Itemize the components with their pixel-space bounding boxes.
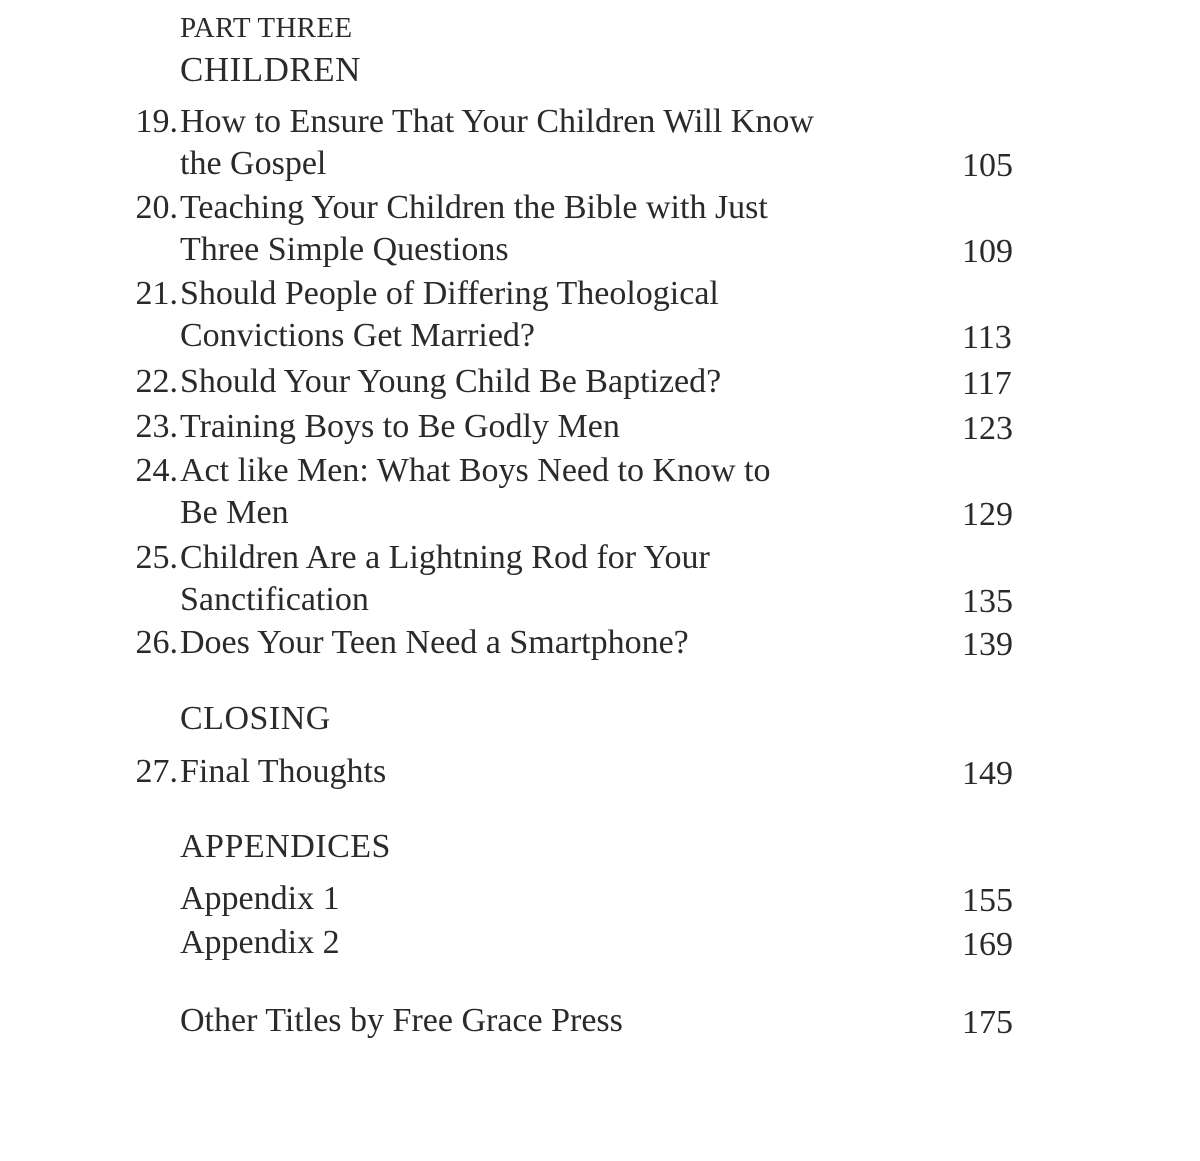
chapter-number: 19. [135, 103, 178, 140]
chapter-title [180, 450, 880, 534]
chapter-title [180, 751, 880, 793]
chapter-title-line: Final Thoughts [180, 753, 387, 790]
chapter-title [180, 406, 880, 448]
chapter-title [180, 622, 880, 664]
chapter-title [180, 273, 880, 357]
chapter-number: 24. [135, 452, 178, 489]
chapter-number: 22. [135, 363, 178, 400]
chapter-number: 26. [135, 624, 178, 661]
page-number: 149 [962, 755, 1013, 792]
chapter-title-line: Act like Men: What Boys Need to Know to [180, 452, 771, 489]
chapter-title-line: Appendix 1 [180, 880, 340, 917]
chapter-title-line: Teaching Your Children the Bible with Just [180, 189, 768, 226]
page-number: 135 [962, 583, 1013, 620]
chapter-title-line: Three Simple Questions [180, 231, 509, 268]
part-title: CHILDREN [180, 50, 361, 89]
page-number: 169 [962, 926, 1013, 963]
chapter-title-line: Other Titles by Free Grace Press [180, 1002, 623, 1039]
chapter-title-line: the Gospel [180, 145, 327, 182]
chapter-title [180, 878, 880, 920]
chapter-title [180, 361, 880, 403]
chapter-title [180, 101, 880, 185]
page-number: 139 [962, 626, 1013, 663]
chapter-title-line: Appendix 2 [180, 924, 340, 961]
part-label: PART THREE [180, 12, 353, 44]
chapter-title [180, 922, 880, 964]
chapter-title-line: How to Ensure That Your Children Will Know [180, 103, 814, 140]
chapter-title-line: Should Your Young Child Be Baptized? [180, 363, 722, 400]
chapter-title [180, 1000, 880, 1042]
page-number: 123 [962, 410, 1013, 447]
page-number: 155 [962, 882, 1013, 919]
chapter-title-line: Sanctification [180, 581, 369, 618]
chapter-number: 23. [135, 408, 178, 445]
chapter-title-line: Convictions Get Married? [180, 317, 536, 354]
chapter-number: 27. [135, 753, 178, 790]
chapter-title-line: Training Boys to Be Godly Men [180, 408, 620, 445]
chapter-number: 21. [135, 275, 178, 312]
page-number: 117 [962, 365, 1012, 402]
page-number: 113 [962, 319, 1012, 356]
chapter-number: 25. [135, 539, 178, 576]
page-number: 109 [962, 233, 1013, 270]
chapter-title [180, 537, 880, 621]
page-number: 129 [962, 496, 1013, 533]
chapter-number: 20. [135, 189, 178, 226]
chapter-title-line: Does Your Teen Need a Smartphone? [180, 624, 689, 661]
chapter-title-line: Children Are a Lightning Rod for Your [180, 539, 710, 576]
section-title-closing: CLOSING [180, 700, 331, 737]
page-number: 105 [962, 147, 1013, 184]
chapter-title-line: Be Men [180, 494, 289, 531]
chapter-title [180, 187, 880, 271]
section-title-appendices: APPENDICES [180, 828, 391, 865]
chapter-title-line: Should People of Differing Theological [180, 275, 719, 312]
page-number: 175 [962, 1004, 1013, 1041]
